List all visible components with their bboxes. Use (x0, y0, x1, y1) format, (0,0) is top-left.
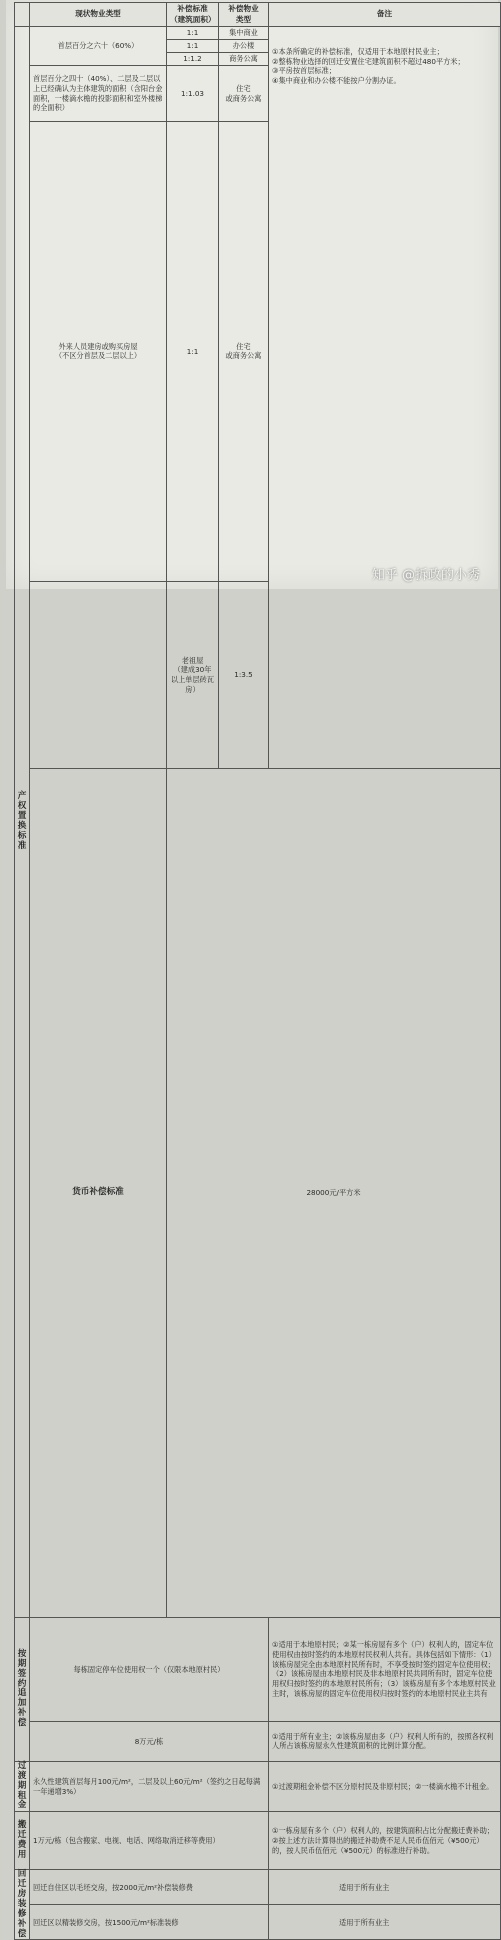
property-3: 住宅 或商务公寓 (219, 122, 269, 582)
parking-value: 每栋固定停车位使用权一个（仅限本地原村民） (30, 1617, 269, 1721)
type-ground-60: 首层百分之六十（60%） (30, 27, 167, 66)
table-header-row (15, 3, 501, 27)
header-note: 备注 (269, 3, 501, 27)
note-moving: ①一栋房屋有多个（户）权利人的，按建筑面积占比分配搬迁费补助；②按上述方法计算得出的搬迁补助费不足人民币伍佰元（¥500元）的，按人民币伍佰元（¥500元）的标准进行补助。 (269, 1812, 501, 1870)
ratio-1c: 1:1.2 (167, 53, 219, 66)
table-row (15, 1761, 501, 1811)
cash-value: 28000元/平方米 (167, 769, 501, 1618)
header-empty (15, 3, 30, 27)
section-label-moving: 搬迁费用 (15, 1812, 30, 1870)
section-label-property: 产权置换标准 (15, 27, 30, 1618)
section-label-decor: 回迁房装修补偿 (15, 1870, 30, 1940)
table-row (15, 1812, 501, 1870)
table-row (15, 1721, 501, 1761)
note-decor-1: 适用于所有业主 (269, 1870, 501, 1905)
table-row (15, 1617, 501, 1721)
section-label-cash: 货币补偿标准 (30, 769, 167, 1618)
property-2: 住宅 或商务公寓 (219, 66, 269, 122)
property-1b: 办公楼 (219, 40, 269, 53)
ratio-2: 1:1.03 (167, 66, 219, 122)
note-transition: ①过渡期租金补偿不区分原村民及非原村民；②一楼滴水檐不计租金。 (269, 1761, 501, 1811)
header-type: 现状物业类型 (30, 3, 167, 27)
note-bonus: ①适用于所有业主；②该栋房屋由多（户）权利人所有的，按照各权利人所占该栋房屋永久性建筑面积的比例计算分配。 (269, 1721, 501, 1761)
section-label-parking: 按期签约追加补偿 (15, 1617, 30, 1761)
table-row (15, 27, 501, 40)
ratio-1b: 1:1 (167, 40, 219, 53)
moving-value: 1万元/栋（包含搬家、电视、电话、网络取消迁移等费用） (30, 1812, 269, 1870)
header-ratio: 补偿标准 （建筑面积） (167, 3, 219, 27)
ratio-3: 1:1 (167, 122, 219, 582)
decor-value-2: 回迁区以精装修交房，按1500元/m²标准装修 (30, 1905, 269, 1940)
table-row (15, 1905, 501, 1940)
property-1c: 商务公寓 (219, 53, 269, 66)
type-ground-40: 首层百分之四十（40%）、二层及二层以上已经确认为主体建筑的面积（含阳台金面积，一楼滴水檐的投影面积和室外楼梯的全面积） (30, 66, 167, 122)
ratio-4: 1:3.5 (219, 581, 269, 769)
ratio-1a: 1:1 (167, 27, 219, 40)
note-property-a: ①本条所确定的补偿标准，仅适用于本地原村民业主； ②整栋物业选择的回迁安置住宅建筑面积不超过480平方米； ③平房按首层标准； ④集中商业和办公楼不能按户分割办证。 (269, 27, 501, 769)
watermark-text: 知乎 @拆政的小秀 (371, 568, 480, 583)
bonus-value: 8万元/栋 (30, 1721, 269, 1761)
header-property: 补偿物业 类型 (219, 3, 269, 27)
document-page (6, 0, 498, 1939)
transition-value: 永久性建筑首层每月100元/m²，二层及以上60元/m²（签约之日起每满一年递增3%） (30, 1761, 269, 1811)
type-outsider: 外来人员建房或购买房屋 （不区分首层及二层以上） (30, 122, 167, 582)
note-parking: ①适用于本地原村民；②某一栋房屋有多个（户）权利人的，固定车位使用权由按时签约的本地原村民权利人共有。具体包括如下情形：（1）该栋房屋完全由本地原村民所有时，不享受按时签约固定车位使用权；（2）该栋房屋由本地原村民及非本地原村民共同所有时，固定车位使用权归按时签约的本地原村民所有；（3）该栋房屋有多个本地原村民业主时，该栋房屋的固定车位使用权归按时签约的本地原村民业主共有 (269, 1617, 501, 1721)
type-old-house: 老祖屋 （建成30年以上单层砖瓦房） (167, 581, 219, 769)
decor-value-1: 回迁自住区以毛坯交房，按2000元/m²补偿装修费 (30, 1870, 269, 1905)
compensation-table (14, 2, 501, 1940)
table-row (15, 769, 501, 1618)
section-label-transition: 过渡期租金 (15, 1761, 30, 1811)
property-1a: 集中商业 (219, 27, 269, 40)
table-row (15, 1870, 501, 1905)
note-decor-2: 适用于所有业主 (269, 1905, 501, 1940)
